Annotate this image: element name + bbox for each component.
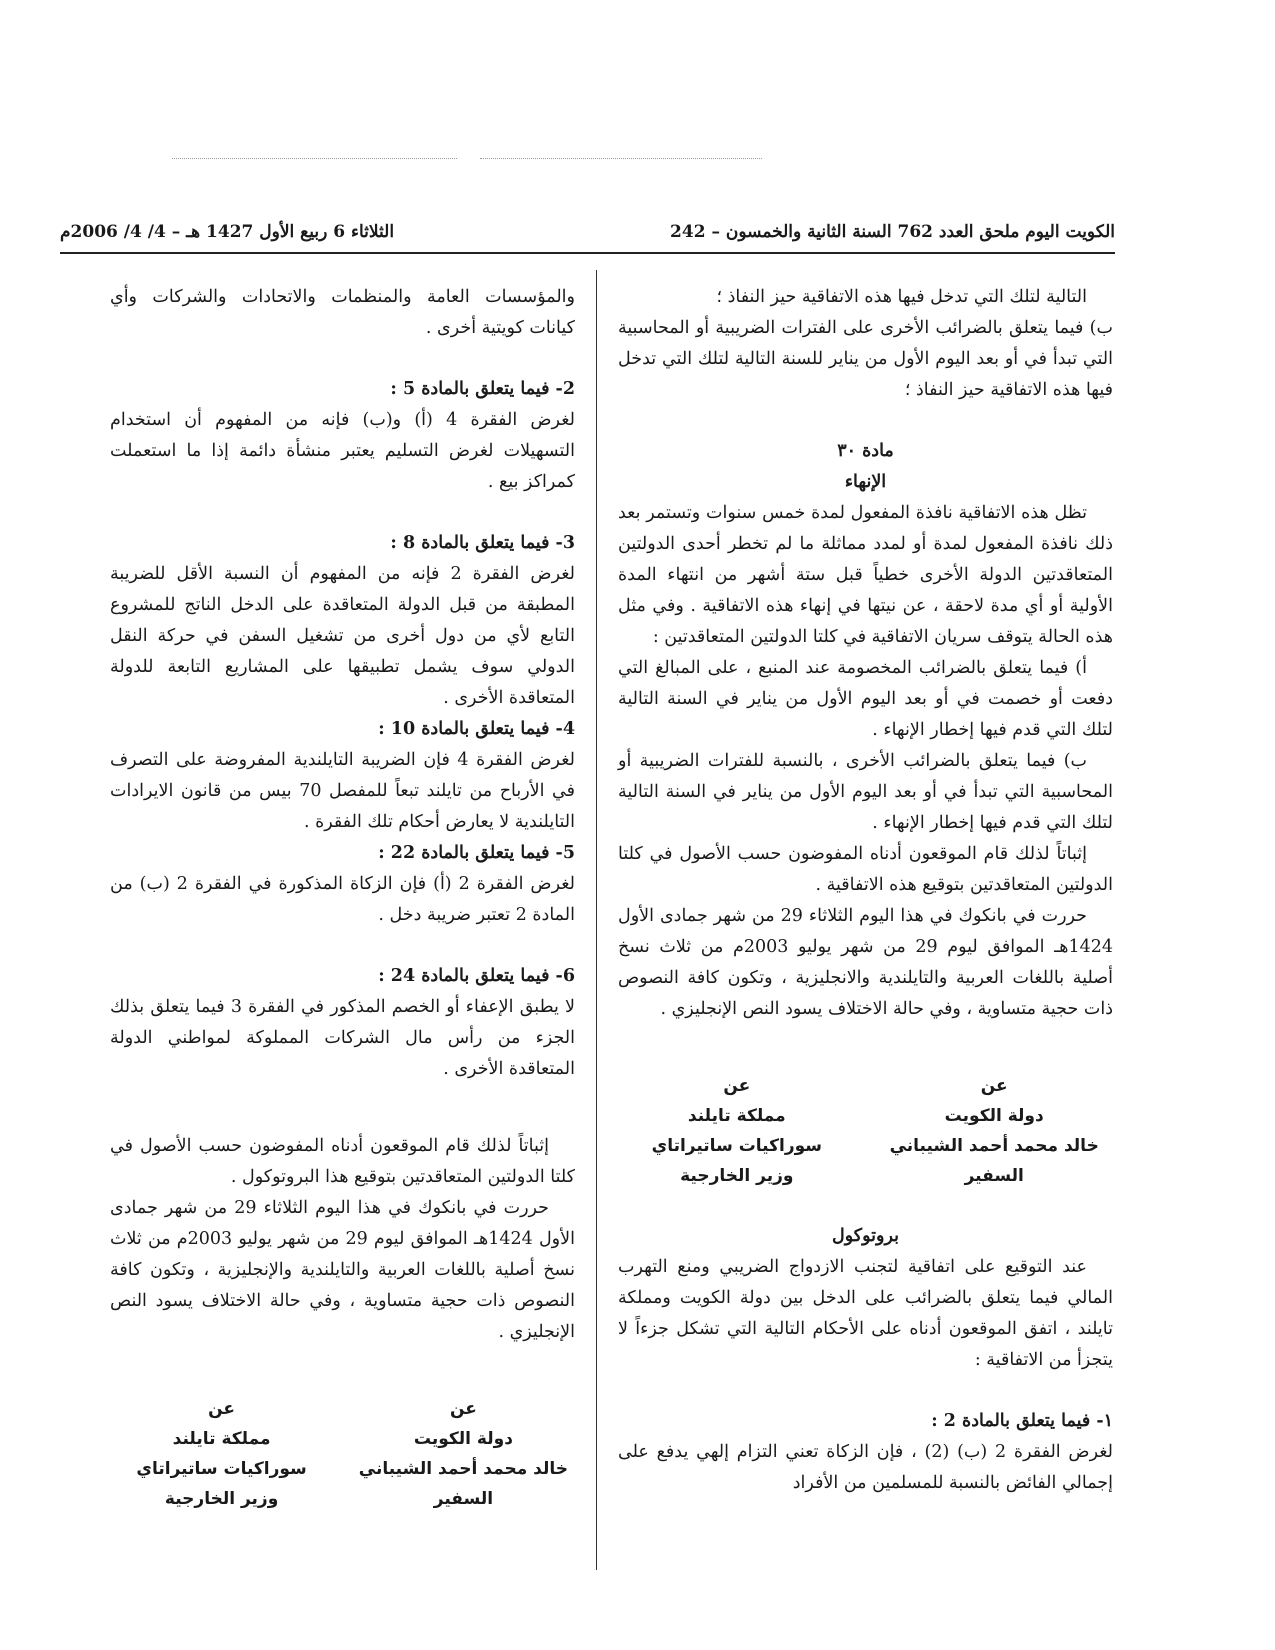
paragraph: لغرض الفقرة 4 (أ) و(ب) فإنه من المفهوم أن استخدام التسهيلات لغرض التسليم يعتبر منشأة دائمة إذا ما استعملت كمراكز بيع . — [110, 410, 575, 492]
section-heading: 3- فيما يتعلق بالمادة 8 : — [390, 533, 575, 553]
section-heading: 2- فيما يتعلق بالمادة 5 : — [390, 379, 575, 399]
signature-thailand — [110, 1394, 333, 1514]
sig-line: خالد محمد أحمد الشيباني — [358, 1459, 569, 1479]
paragraph: لا يطبق الإعفاء أو الخصم المذكور في الفقرة 3 فيما يتعلق بذلك الجزء من رأس مال الشركات المملوكة لمواطني الدولة المتعاقدة الأخرى . — [110, 997, 575, 1079]
section-heading: 4- فيما يتعلق بالمادة 10 : — [378, 719, 575, 739]
paragraph: والمؤسسات العامة والمنظمات والاتحادات والشركات وأي كيانات كويتية أخرى . — [110, 287, 575, 338]
paragraph: عند التوقيع على اتفاقية لتجنب الازدواج الضريبي ومنع التهرب المالي فيما يتعلق بالضرائب على الدخل بين دولة الكويت ومملكة تايلند ، اتفق الموقعون أدناه على الأحكام التالية التي تشكل جزءاً لا يتجزأ من الاتفاقية : — [618, 1257, 1113, 1370]
dotted-rule-right — [480, 158, 762, 159]
sig-line: عن — [208, 1399, 236, 1419]
sig-line: عن — [980, 1076, 1008, 1096]
sig-line: السفير — [964, 1166, 1024, 1186]
sig-line: دولة الكويت — [413, 1429, 513, 1449]
sig-line: خالد محمد أحمد الشيباني — [889, 1136, 1099, 1156]
page-header — [60, 222, 1115, 254]
header-date: الثلاثاء 6 ربيع الأول 1427 هـ – 4/ 4/ 2006م — [60, 222, 395, 242]
sig-line: مملكة تايلند — [687, 1106, 786, 1126]
sig-line: وزير الخارجية — [680, 1166, 794, 1186]
left-column — [110, 282, 575, 1514]
paragraph: التالية لتلك التي تدخل فيها هذه الاتفاقية حيز النفاذ ؛ — [716, 287, 1087, 307]
sig-line: عن — [723, 1076, 751, 1096]
article-subtitle: الإنهاء — [844, 472, 887, 492]
article-title: مادة ٣٠ — [837, 441, 894, 461]
signature-block — [110, 1394, 575, 1514]
sig-line: سوراكيات ساتيراتاي — [651, 1136, 822, 1156]
signature-kuwait — [352, 1394, 575, 1514]
signature-thailand — [618, 1071, 856, 1191]
paragraph: إثباتاً لذلك قام الموقعون أدناه المفوضون حسب الأصول في كلتا الدولتين المتعاقدتين بتوقيع هذا البروتوكول . — [110, 1136, 575, 1187]
signature-kuwait — [875, 1071, 1113, 1191]
dotted-rule-left — [172, 158, 457, 159]
paragraph: حررت في بانكوك في هذا اليوم الثلاثاء 29 من شهر جمادى الأول 1424هـ الموافق ليوم 29 من شهر يوليو 2003م من ثلاث نسخ أصلية باللغات العربية والتايلندية والإنجليزية ، وتكون كافة النصوص ذات حجية متساوية ، وفي حالة الاختلاف يسود النص الإنجليزي . — [110, 1198, 575, 1342]
sig-line: مملكة تايلند — [172, 1429, 271, 1449]
paragraph: لغرض الفقرة 2 (أ) فإن الزكاة المذكورة في الفقرة 2 (ب) من المادة 2 تعتبر ضريبة دخل . — [110, 874, 575, 925]
section-heading: 5- فيما يتعلق بالمادة 22 : — [378, 843, 575, 863]
paragraph: ب) فيما يتعلق بالضرائب الأخرى ، بالنسبة للفترات الضريبية أو المحاسبية التي تبدأ في أو بعد اليوم الأول من يناير في السنة التالية لتلك التي قدم فيها إخطار الإنهاء . — [618, 751, 1113, 833]
paragraph: لغرض الفقرة 4 فإن الضريبة التايلندية المفروضة على التصرف في الأرباح من تايلند تبعاً للمفصل 70 بيس من قانون الايرادات التايلندية لا يعارض أحكام تلك الفقرة . — [110, 750, 575, 832]
paragraph: تظل هذه الاتفاقية نافذة المفعول لمدة خمس سنوات وتستمر بعد ذلك نافذة المفعول لمدة أو لمدد مماثلة ما لم تخطر أحدى الدولتين المتعاقدتين الدولة الأخرى خطياً قبل ستة أشهر من انتهاء المدة الأولية أو أي مدة لاحقة ، عن نيتها في إنهاء هذه الاتفاقية . وفي مثل هذه الحالة يتوقف سريان الاتفاقية في كلتا الدولتين المتعاقدتين : — [618, 503, 1113, 647]
paragraph: حررت في بانكوك في هذا اليوم الثلاثاء 29 من شهر جمادى الأول 1424هـ الموافق ليوم 29 من شهر يوليو 2003م من ثلاث نسخ أصلية باللغات العربية والتايلندية والانجليزية ، وتكون كافة النصوص ذات حجية متساوية ، وفي حالة الاختلاف يسود النص الإنجليزي . — [618, 906, 1113, 1019]
section-heading: ١- فيما يتعلق بالمادة 2 : — [931, 1411, 1113, 1431]
paragraph: ب) فيما يتعلق بالضرائب الأخرى على الفترات الضريبية أو المحاسبية التي تبدأ في أو بعد اليوم الأول من يناير للسنة التالية لتلك التي تدخل فيها هذه الاتفاقية حيز النفاذ ؛ — [618, 318, 1113, 400]
section-heading: 6- فيما يتعلق بالمادة 24 : — [378, 966, 575, 986]
protocol-title: بروتوكول — [832, 1226, 899, 1246]
sig-line: سوراكيات ساتيراتاي — [136, 1459, 307, 1479]
sig-line: دولة الكويت — [944, 1106, 1044, 1126]
right-column — [618, 282, 1113, 1499]
header-publication: الكويت اليوم ملحق العدد 762 السنة الثانية والخمسون – 242 — [670, 222, 1115, 242]
sig-line: عن — [449, 1399, 477, 1419]
paragraph: لغرض الفقرة 2 فإنه من المفهوم أن النسبة الأقل للضريبة المطبقة من قبل الدولة المتعاقدة على الدخل الناتج للمشروع التابع لأي من دول أخرى من تشغيل السفن في حركة النقل الدولي سوف يشمل تطبيقها على المشاريع التابعة للدولة المتعاقدة الأخرى . — [110, 564, 576, 708]
column-divider — [596, 270, 597, 1570]
paragraph: إثباتاً لذلك قام الموقعون أدناه المفوضون حسب الأصول في كلتا الدولتين المتعاقدتين بتوقيع هذه الاتفاقية . — [618, 844, 1113, 895]
sig-line: وزير الخارجية — [164, 1489, 279, 1509]
signature-block — [618, 1071, 1113, 1191]
paragraph: لغرض الفقرة 2 (ب) (2) ، فإن الزكاة تعني التزام إلهي يدفع على إجمالي الفائض بالنسبة للمسلمين من الأفراد — [618, 1442, 1114, 1493]
paragraph: أ) فيما يتعلق بالضرائب المخصومة عند المنبع ، على المبالغ التي دفعت أو خصمت في أو بعد اليوم الأول من يناير في السنة التالية لتلك التي قدم فيها إخطار الإنهاء . — [618, 658, 1113, 740]
sig-line: السفير — [433, 1489, 494, 1509]
